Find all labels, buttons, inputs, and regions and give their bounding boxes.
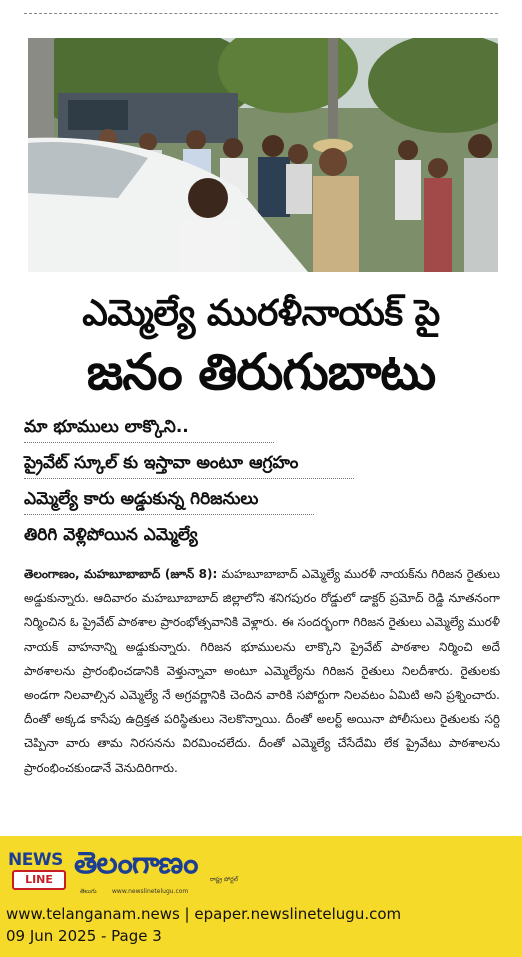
- site-links: www.telanganam.news | epaper.newslinetelugu.com: [6, 905, 402, 923]
- telanganam-logo: తెలంగాణం: [74, 846, 198, 881]
- subhead-2: ప్రైవేట్ స్కూల్ కు ఇస్తావా అంటూ ఆగ్రహం: [24, 453, 299, 473]
- newsline-logo: [8, 850, 66, 890]
- headline-line-1: ఎమ్మెల్యే మురళీనాయక్ పై: [82, 293, 440, 334]
- logo-tagline-right: రాష్ట్ర పోర్టల్: [210, 876, 238, 883]
- article-body: [24, 562, 500, 780]
- subhead-3: ఎమ్మెల్యే కారు అడ్డుకున్న గిరిజనులు: [24, 489, 259, 509]
- article-dateline: తెలంగాణం, మహబూబాబాద్ (జూన్ 8):: [24, 567, 218, 581]
- logo-url: www.newslinetelugu.com: [112, 888, 189, 895]
- footer-banner: [0, 836, 522, 957]
- top-divider: [24, 13, 498, 14]
- subhead-divider: [24, 478, 354, 479]
- subhead-1: మా భూములు లాక్కొని..: [24, 417, 189, 437]
- edition-date: 09 Jun 2025 - Page 3: [6, 927, 162, 945]
- subhead-4: తిరిగి వెళ్లిపోయిన ఎమ్మెల్యే: [24, 525, 198, 545]
- logo-line-text: LINE: [12, 870, 66, 890]
- subhead-divider: [24, 514, 314, 515]
- news-photo: [28, 38, 498, 272]
- headline-line-2: జనం తిరుగుబాటు: [86, 343, 436, 401]
- logo-news-text: NEWS: [8, 850, 63, 870]
- logo-tagline-left: తెలుగు: [80, 888, 97, 895]
- subhead-divider: [24, 442, 274, 443]
- article-body-text: మహబూబాబాద్ ఎమ్మెల్యే మురళీ నాయక్‌ను గిరిజన రైతులు అడ్డుకున్నారు. ఆదివారం మహబూబాబాద్ జిల్లాలోని శనిగపురం రోడ్డులో డాక్టర్ ప్రమోద్ రెడ్డి నూతనంగా నిర్మించిన ఓ ప్రైవేట్ పాఠశాల ప్రారంభోత్సవానికి వెళ్లారు. ఈ సందర్భంగా గిరిజన రైతులు ఎమ్మెల్యే మురళీ నాయక్ వాహనాన్ని అడ్డుకున్నారు. గిరిజన భూములను లాక్కొని ప్రైవేట్ పాఠశాల నిర్మించి అదే పాఠశాలను ప్రారంభించడానికి వెళ్తున్నావా అంటూ ఎమ్మెల్యేను గిరిజన రైతులు నిలదీశారు. రైతులకు అండగా నిలవాల్సిన ఎమ్మెల్యే నే అగ్రవర్ణానికి చెందిన వారికి సపోర్టుగా నిలవటం ఏమిటి అని ప్రశ్నించారు. దీంతో అక్కడ కాసేపు ఉద్రిక్తత పరిస్థితులు నెలకొన్నాయి. దీంతో అలర్ట్ అయినా పోలీసులు రైతులకు సర్ది చెప్పినా వారు తామ నిరసనను విరమించలేదు. దీంతో ఎమ్మెల్యే చేసేదేమి లేక ప్రైవేటు పాఠశాలను ప్రారంభించకుండానే వెనుదిరిగారు.: [24, 567, 500, 775]
